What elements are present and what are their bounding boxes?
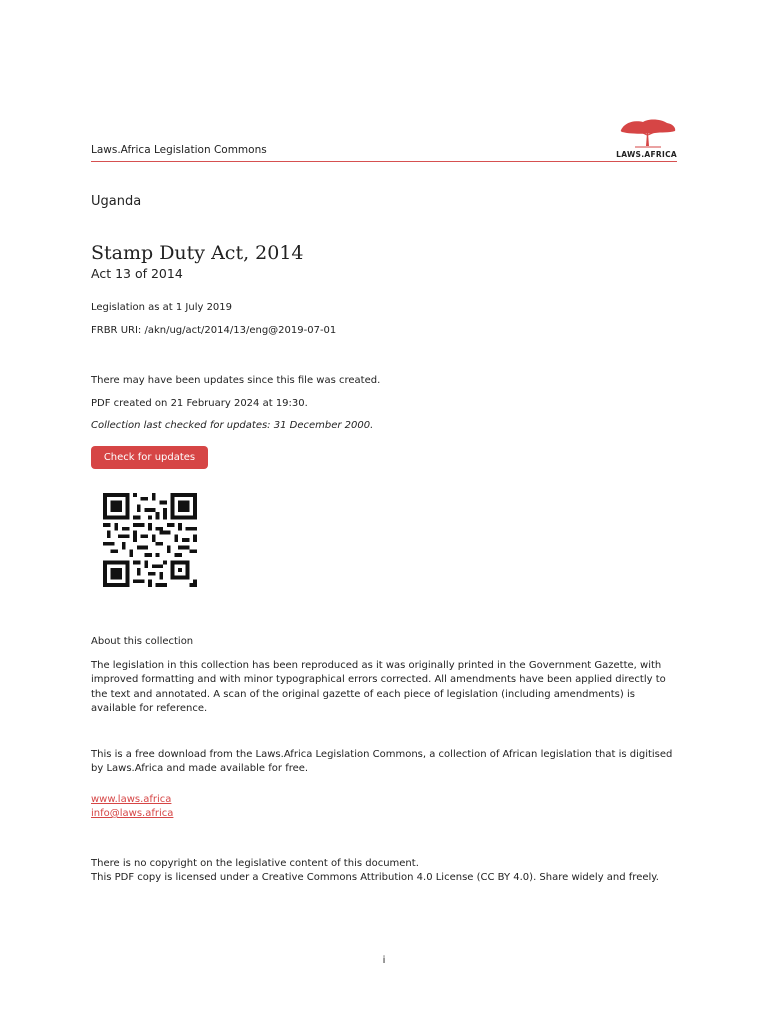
document-subtitle: Act 13 of 2014 (91, 266, 183, 281)
collection-checked: Collection last checked for updates: 31 December 2000. (91, 420, 374, 431)
license-notice: This PDF copy is licensed under a Creative Commons Attribution 4.0 License (CC BY 4.0). Share widely and freely. (91, 872, 659, 883)
acacia-tree-icon (617, 116, 677, 150)
updates-note: There may have been updates since this file was created. (91, 375, 381, 386)
pdf-created: PDF created on 21 February 2024 at 19:30. (91, 398, 308, 409)
email-link[interactable]: info@laws.africa (91, 808, 174, 819)
copyright-notice: There is no copyright on the legislative content of this document. (91, 858, 419, 869)
page-number: i (382, 955, 386, 966)
legislation-date: Legislation as at 1 July 2019 (91, 302, 233, 313)
website-link[interactable]: www.laws.africa (91, 794, 172, 805)
header-title: Laws.Africa Legislation Commons (91, 144, 267, 156)
about-paragraph-2: This is a free download from the Laws.Africa Legislation Commons, a collection of African legislation that is digitised by Laws.Africa and made available for free. (91, 749, 673, 775)
website-link-row (91, 794, 171, 805)
email-link-row (91, 808, 173, 819)
country-name: Uganda (91, 194, 142, 209)
page-header (91, 112, 677, 162)
frbr-uri: FRBR URI: /akn/ug/act/2014/13/eng@2019-07-01 (91, 325, 337, 336)
logo-text: LAWS.AFRICA (616, 150, 677, 159)
about-heading: About this collection (91, 636, 194, 647)
laws-africa-logo (617, 116, 677, 158)
about-paragraph-1: The legislation in this collection has been reproduced as it was originally printed in the Government Gazette, with improved formatting and with minor typographical errors corrected. All amendments have been applied directly to the text and annotated. A scan of the original gazette of each piece of legislation (including amendments) is available for reference. (91, 660, 666, 715)
header-divider (91, 161, 677, 162)
check-for-updates-button[interactable]: Check for updates (91, 446, 208, 469)
document-title: Stamp Duty Act, 2014 (91, 242, 304, 264)
qr-code-icon[interactable] (100, 493, 200, 587)
